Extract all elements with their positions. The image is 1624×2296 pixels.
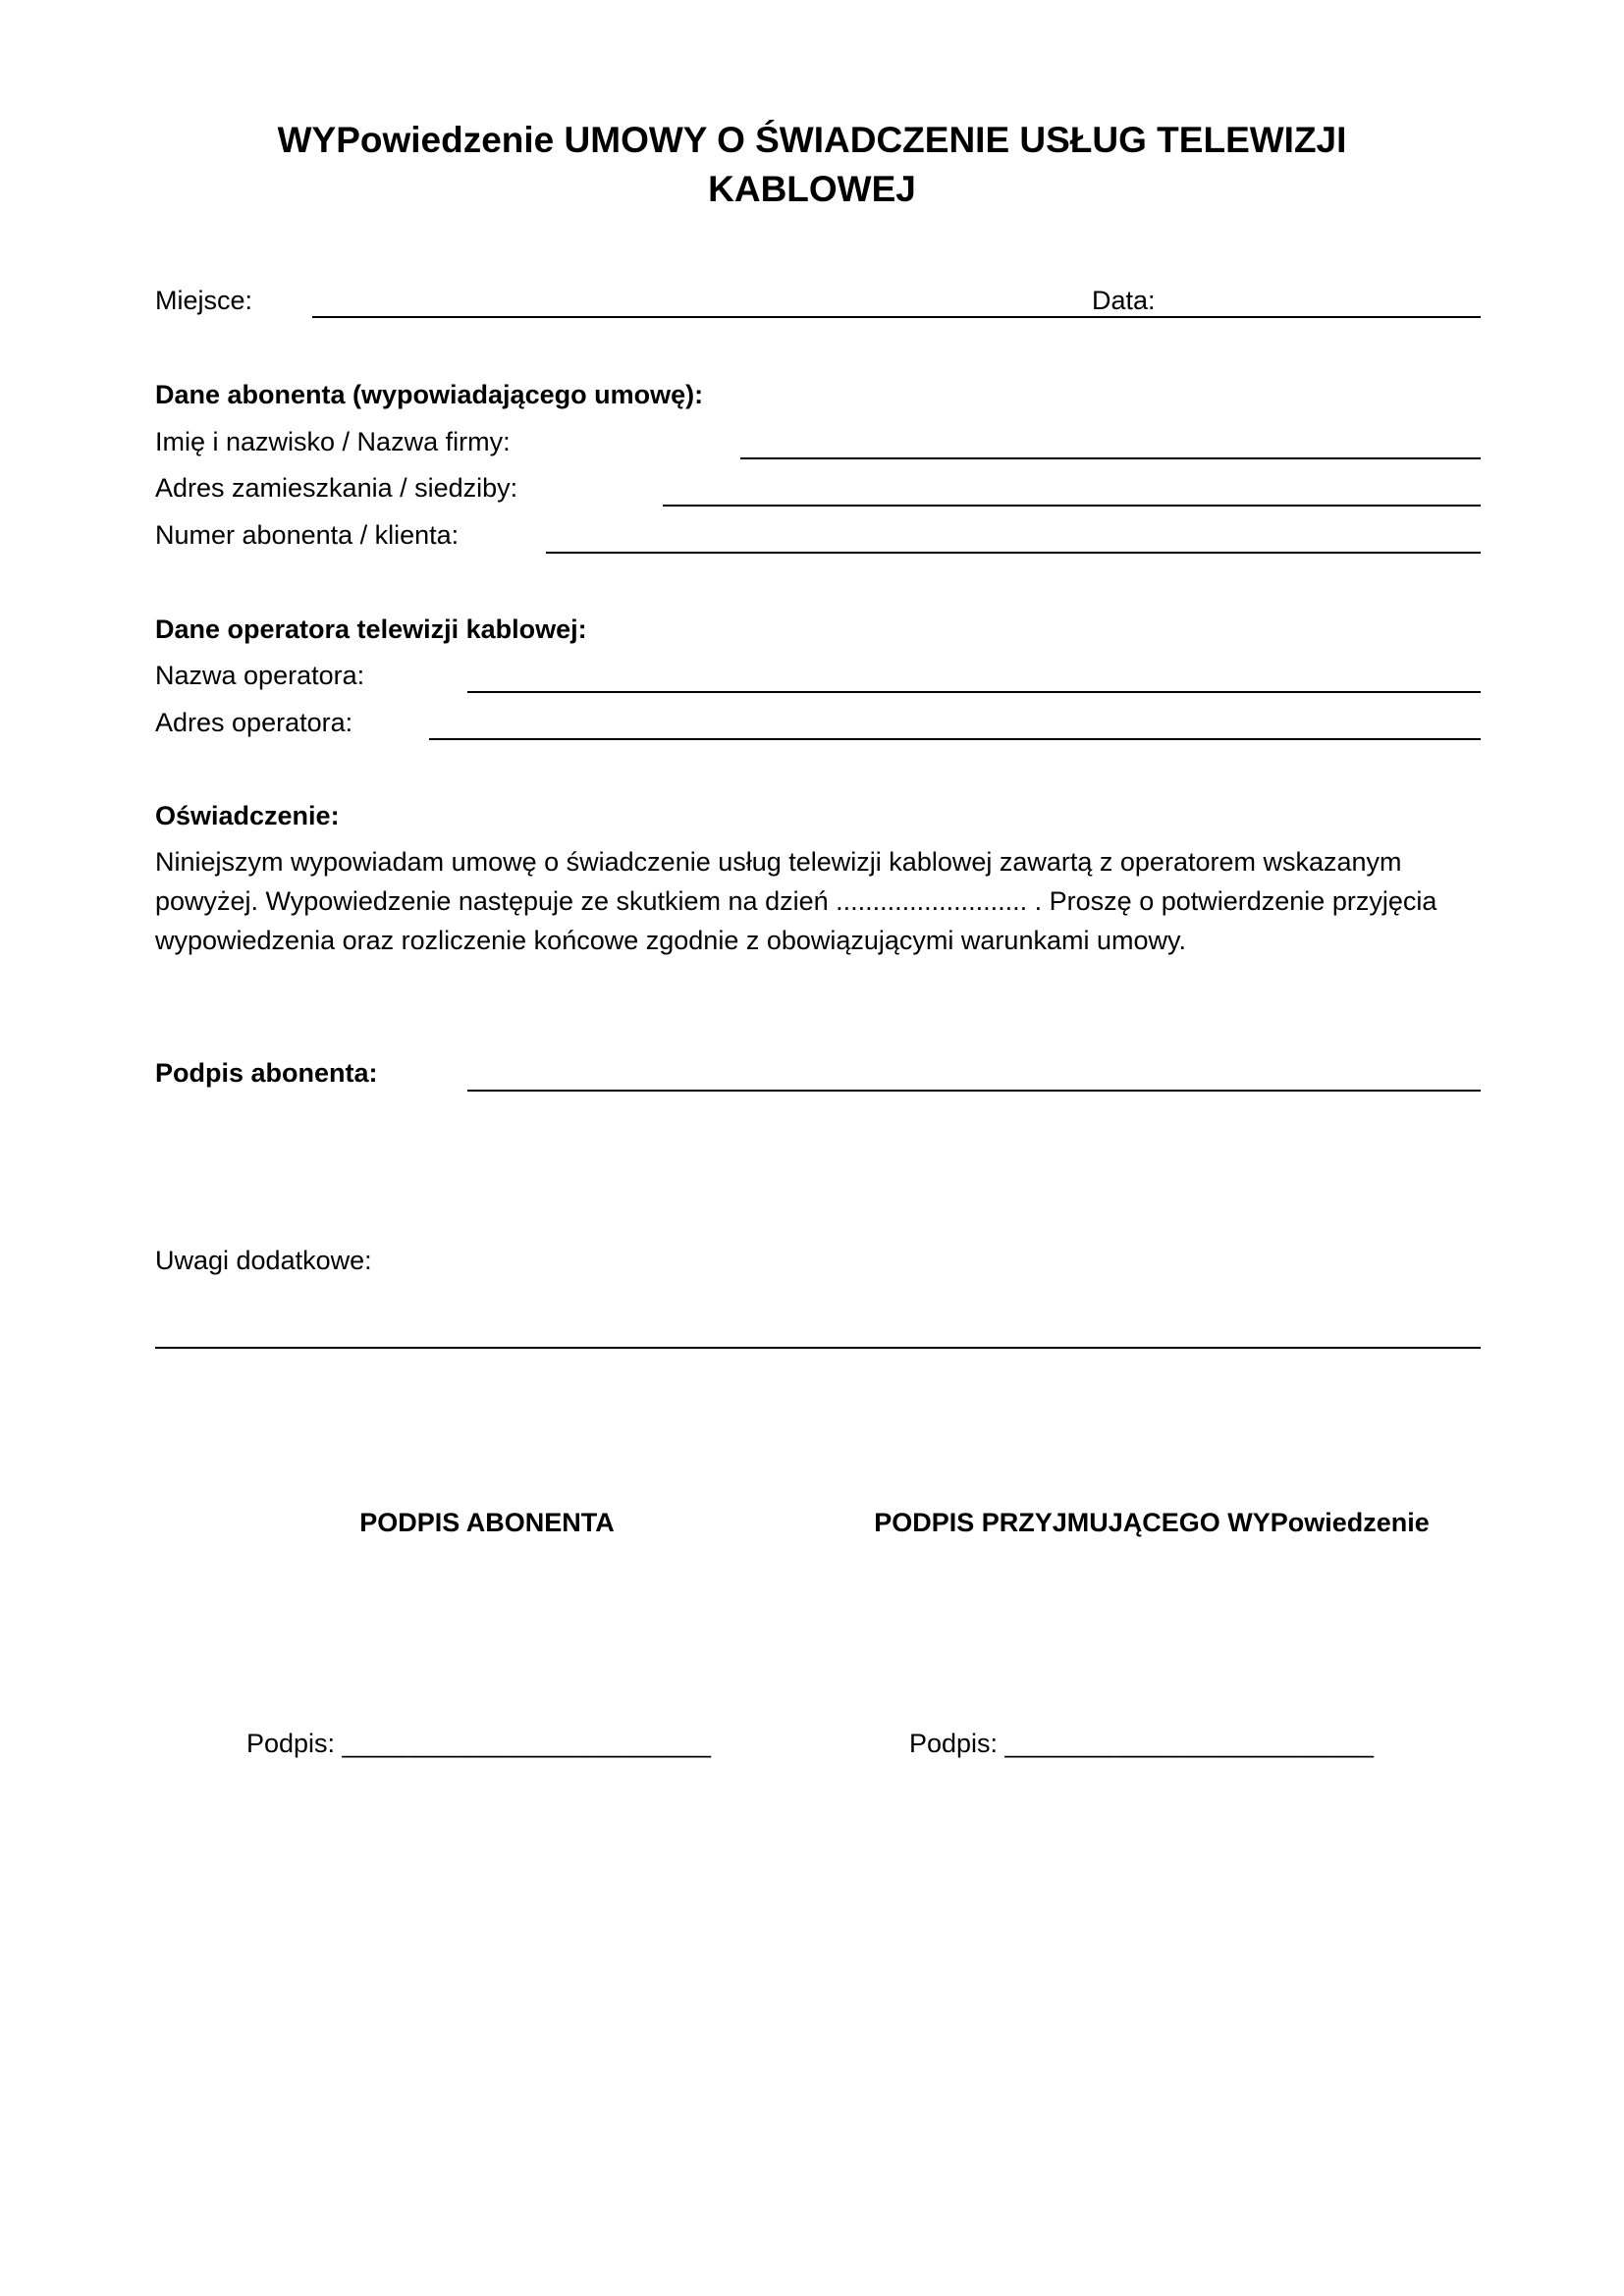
operator-name-field[interactable] bbox=[467, 691, 1481, 693]
subscriber-name-label: Imię i nazwisko / Nazwa firmy: bbox=[155, 427, 511, 456]
left-signature-line[interactable]: Podpis: _________________________ bbox=[246, 1729, 711, 1758]
notes-field[interactable] bbox=[155, 1347, 1481, 1349]
notes-label: Uwagi dodatkowe: bbox=[155, 1246, 372, 1275]
operator-heading: Dane operatora telewizji kablowej: bbox=[155, 614, 587, 644]
subscriber-address-label: Adres zamieszkania / siedziby: bbox=[155, 473, 518, 503]
right-signature-heading: PODPIS PRZYJMUJĄCEGO WYPowiedzenie bbox=[874, 1508, 1430, 1537]
document-title: WYPowiedzenie UMOWY O ŚWIADCZENIE USŁUG TELEWIZJI KABLOWEJ bbox=[277, 120, 1347, 209]
signature-field[interactable] bbox=[467, 1090, 1481, 1092]
operator-name-label: Nazwa operatora: bbox=[155, 661, 365, 690]
place-field[interactable] bbox=[312, 316, 1481, 318]
subscriber-name-field[interactable] bbox=[740, 457, 1481, 459]
statement-body: Niniejszym wypowiadam umowę o świadczenie usług telewizji kablowej zawartą z operatorem wskazanym powyżej. Wypowiedzenie następuje ze skutkiem na dzień .......................... . Proszę o potwierdzenie przyjęcia wypowiedzenia oraz rozliczenie końcowe zgodnie z obowiązującymi warunkami umowy. bbox=[155, 847, 1437, 955]
operator-address-label: Adres operatora: bbox=[155, 708, 353, 737]
subscriber-number-label: Numer abonenta / klienta: bbox=[155, 520, 460, 550]
signature-field-label: Podpis abonenta: bbox=[155, 1058, 378, 1088]
left-signature-heading: PODPIS ABONENTA bbox=[359, 1508, 615, 1537]
operator-address-field[interactable] bbox=[429, 738, 1481, 740]
subscriber-heading: Dane abonenta (wypowiadającego umowę): bbox=[155, 380, 704, 409]
right-signature-line[interactable]: Podpis: _________________________ bbox=[909, 1729, 1374, 1758]
date-label: Data: bbox=[1092, 286, 1156, 315]
subscriber-address-field[interactable] bbox=[663, 505, 1481, 507]
statement-heading: Oświadczenie: bbox=[155, 801, 340, 830]
place-label: Miejsce: bbox=[155, 286, 253, 315]
subscriber-number-field[interactable] bbox=[546, 552, 1481, 554]
